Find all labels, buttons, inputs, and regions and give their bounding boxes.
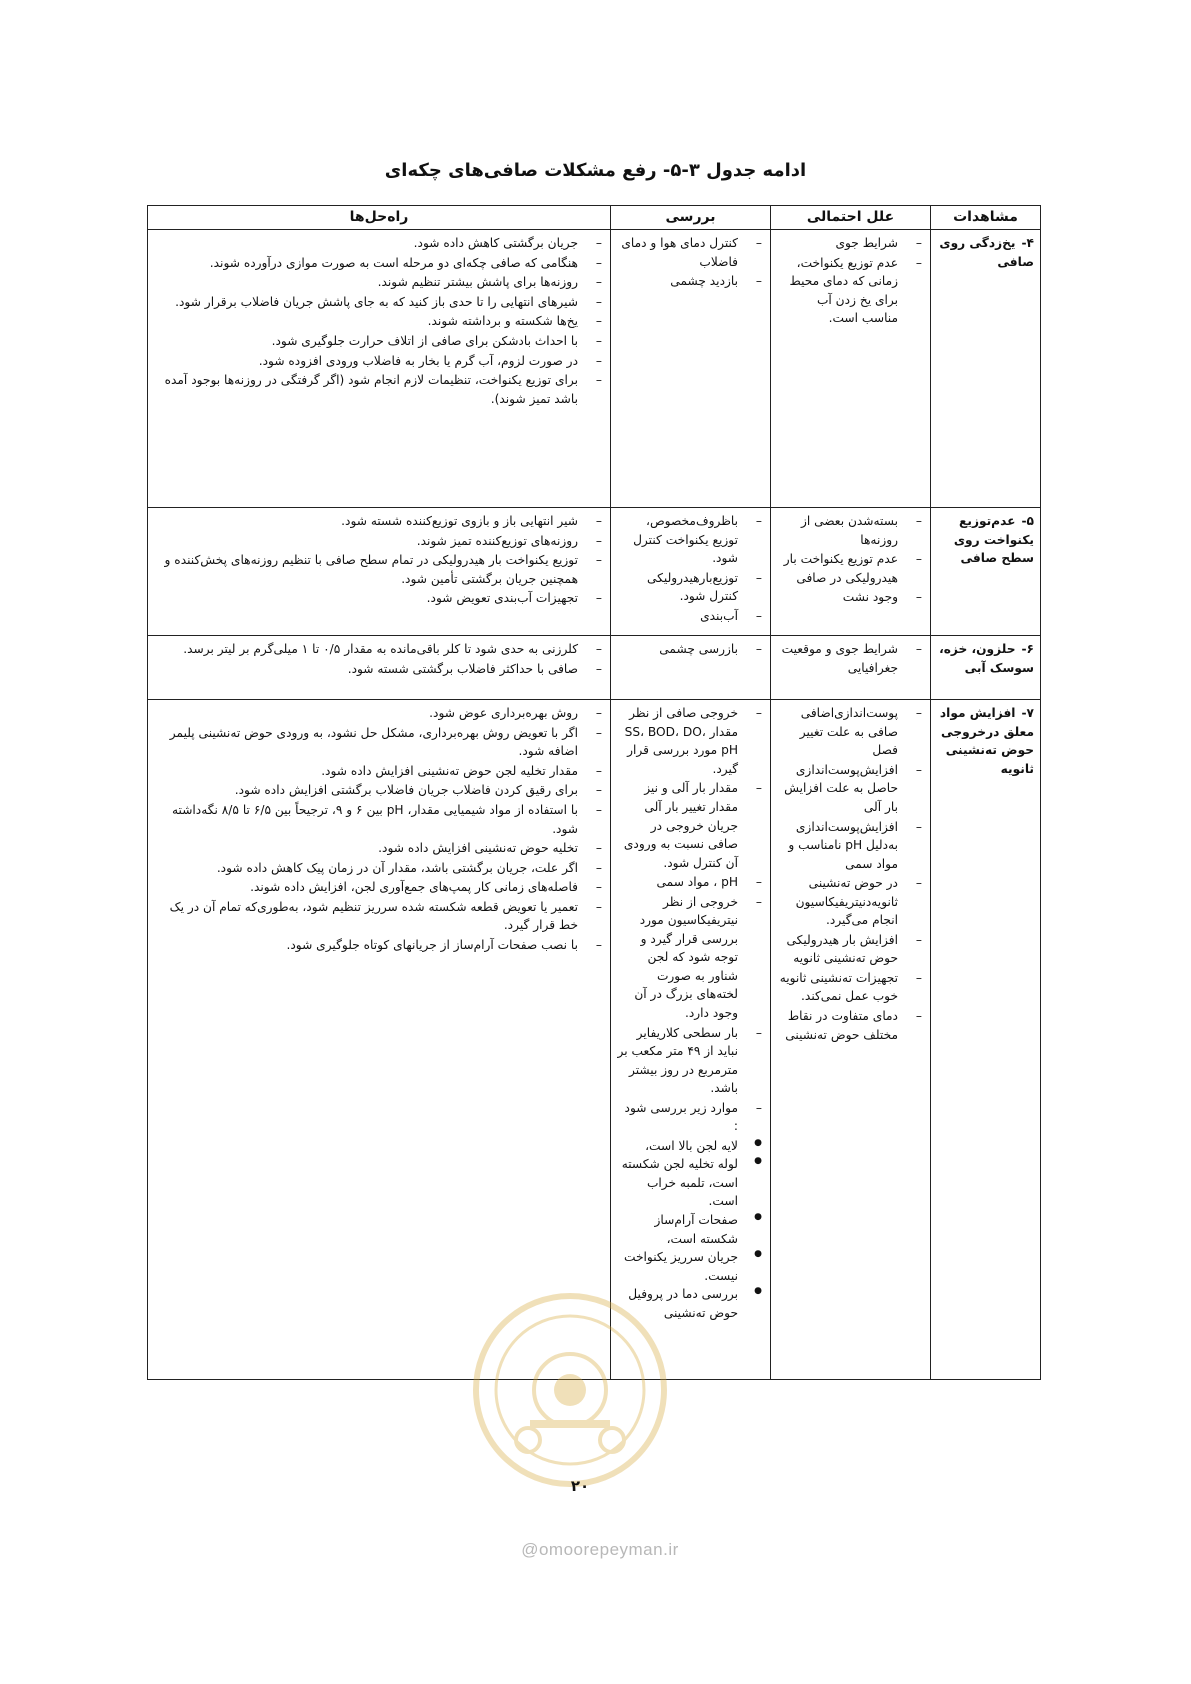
solution-item: – صافی با حداکثر فاضلاب برگشتی شسته شود.	[154, 660, 604, 679]
solution-item: – با نصب صفحات آرام‌ساز از جریانهای کوتاه جلوگیری شود.	[154, 936, 604, 955]
solutions-cell	[148, 230, 611, 508]
cause-item: – بسته‌شدن بعضی از روزنه‌ها	[777, 512, 924, 549]
row-number: ۵-	[1021, 514, 1034, 529]
causes-cell	[771, 700, 931, 1380]
header-solutions: راه‌حل‌ها	[148, 206, 611, 230]
solution-item: – اگر علت، جریان برگشتی باشد، مقدار آن در زمان پیک کاهش داده شود.	[154, 859, 604, 878]
solution-item: – روش بهره‌برداری عوض شود.	[154, 704, 604, 723]
table-row	[148, 230, 1041, 508]
check-bullet: ● بررسی دما در پروفیل حوض ته‌نشینی	[617, 1285, 764, 1322]
troubleshooting-table	[147, 205, 1041, 1380]
solution-item: – هنگامی که صافی چکه‌ای دو مرحله است به صورت موازی درآورده شوند.	[154, 254, 604, 273]
solution-item: – برای توزیع یکنواخت، تنظیمات لازم انجام شود (اگر گرفتگی در روزنه‌ها بوجود آمده باشد تمیز شوند).	[154, 371, 604, 408]
header-causes: علل احتمالی	[771, 206, 931, 230]
check-bullet: ● جریان سرریز یکنواخت نیست.	[617, 1248, 764, 1285]
check-item: – آب‌بندی	[617, 607, 764, 626]
solution-item: – تخلیه حوض ته‌نشینی افزایش داده شود.	[154, 839, 604, 858]
solutions-cell	[148, 508, 611, 636]
check-item: – بار سطحی کلاریفایر نباید از ۴۹ متر مکعب بر مترمربع در روز بیشتر باشد.	[617, 1024, 764, 1098]
solution-item: – جریان برگشتی کاهش داده شود.	[154, 234, 604, 253]
table-row	[148, 636, 1041, 700]
solution-item: – با استفاده از مواد شیمیایی مقدار، pH بین ۶ و ۹، ترجیحاً بین ۶/۵ تا ۸/۵ نگه‌داشته شود.	[154, 801, 604, 838]
observation-text: حلزون، خزه، سوسک آبی	[939, 642, 1034, 675]
solution-item: – با احداث بادشکن برای صافی از اتلاف حرارت جلوگیری شود.	[154, 332, 604, 351]
cause-item: – تجهیزات ته‌نشینی ثانویه خوب عمل نمی‌کند.	[777, 969, 924, 1006]
causes-cell	[771, 508, 931, 636]
checks-cell	[611, 700, 771, 1380]
solution-item: – تعمیر یا تعویض قطعه شکسته شده سرریز تنظیم شود، به‌طوری‌که تمام آن در یک خط قرار گیرد.	[154, 898, 604, 935]
check-item: – خروجی صافی از نظر مقدار SS، BOD، DO، pH مورد بررسی قرار گیرد.	[617, 704, 764, 778]
header-observations: مشاهدات	[931, 206, 1041, 230]
cause-item: – در حوض ته‌نشینی ثانویه‌دنیتریفیکاسیون انجام می‌گیرد.	[777, 874, 924, 930]
cause-item: – شرایط جوی و موقعیت جغرافیایی	[777, 640, 924, 677]
cause-item: – افزایش بار هیدرولیکی حوض ته‌نشینی ثانویه	[777, 931, 924, 968]
observation-cell	[931, 230, 1041, 508]
solution-item: – در صورت لزوم، آب گرم یا بخار به فاضلاب ورودی افزوده شود.	[154, 352, 604, 371]
row-number: ۴-	[1021, 236, 1034, 251]
row-number: ۶-	[1021, 642, 1034, 657]
cause-item: – افزایش‌پوست‌اندازی به‌دلیل pH نامناسب و مواد سمی	[777, 818, 924, 874]
watermark-text: @omoorepeyman.ir	[521, 1540, 679, 1559]
checks-cell	[611, 636, 771, 700]
solution-item: – کلرزنی به حدی شود تا کلر باقی‌مانده به مقدار ۰/۵ تا ۱ میلی‌گرم بر لیتر برسد.	[154, 640, 604, 659]
solution-item: – یخ‌ها شکسته و برداشته شوند.	[154, 312, 604, 331]
observation-cell	[931, 636, 1041, 700]
observation-cell	[931, 508, 1041, 636]
solution-item: – تجهیزات آب‌بندی تعویض شود.	[154, 589, 604, 608]
solution-item: – روزنه‌های توزیع‌کننده تمیز شوند.	[154, 532, 604, 551]
causes-cell	[771, 230, 931, 508]
page-number: ۲۰	[570, 1477, 590, 1495]
check-item: – خروجی از نظر نیتریفیکاسیون مورد بررسی قرار گیرد و توجه شود که لجن شناور به صورت لخته‌های بزرگ در آن وجود دارد.	[617, 893, 764, 1023]
cause-item: – شرایط جوی	[777, 234, 924, 253]
solution-item: – توزیع یکنواخت بار هیدرولیکی در تمام سطح صافی با تنظیم روزنه‌های پخش‌کننده و همچنین جریان برگشتی تأمین شود.	[154, 551, 604, 588]
table-title: ادامه جدول ۳-۵- رفع مشکلات صافی‌های چکه‌ای	[384, 160, 807, 181]
solutions-cell	[148, 700, 611, 1380]
check-item: – موارد زیر بررسی شود :	[617, 1099, 764, 1136]
solution-item: – برای رقیق کردن فاضلاب جریان فاضلاب برگشتی افزایش داده شود.	[154, 781, 604, 800]
checks-cell	[611, 230, 771, 508]
table-row	[148, 700, 1041, 1380]
cause-item: – عدم توزیع یکنواخت، زمانی که دمای محیط برای یخ زدن آب مناسب است.	[777, 254, 924, 328]
check-item: – بازرسی چشمی	[617, 640, 764, 659]
cause-item: – پوست‌اندازی‌اضافی صافی به علت تغییر فصل	[777, 704, 924, 760]
header-checks: بررسی	[611, 206, 771, 230]
check-bullet: ● صفحات آرام‌ساز شکسته است،	[617, 1211, 764, 1248]
check-item: – توزیع‌بارهیدرولیکی کنترل شود.	[617, 569, 764, 606]
check-bullet: ● لایه لجن بالا است،	[617, 1137, 764, 1156]
solution-item: – روزنه‌ها برای پاشش بیشتر تنظیم شوند.	[154, 273, 604, 292]
solution-item: – شیرهای انتهایی را تا حدی باز کنید که به جای پاشش جریان فاضلاب برقرار شود.	[154, 293, 604, 312]
observation-cell	[931, 700, 1041, 1380]
check-item: – بازدید چشمی	[617, 272, 764, 291]
solution-item: – شیر انتهایی باز و بازوی توزیع‌کننده شسته شود.	[154, 512, 604, 531]
solution-item: – اگر با تعویض روش بهره‌برداری، مشکل حل نشود، به ورودی حوض ته‌نشینی پلیمر اضافه شود.	[154, 724, 604, 761]
causes-cell	[771, 636, 931, 700]
solution-item: – مقدار تخلیه لجن حوض ته‌نشینی افزایش داده شود.	[154, 762, 604, 781]
cause-item: – دمای متفاوت در نقاط مختلف حوض ته‌نشینی	[777, 1007, 924, 1044]
observation-text: یخ‌زدگی روی صافی	[939, 236, 1034, 269]
observation-text: افزایش مواد معلق درخروجی حوض ته‌نشینی ثانویه	[939, 706, 1034, 776]
check-item: – کنترل دمای هوا و دمای فاضلاب	[617, 234, 764, 271]
cause-item: – وجود نشت	[777, 588, 924, 607]
seal-logo-icon	[470, 1290, 670, 1490]
check-item: – مقدار بار آلی و نیز مقدار تغییر بار آلی جریان خروجی در صافی نسبت به ورودی آن کنترل شود.	[617, 779, 764, 872]
cause-item: – عدم توزیع یکنواخت بار هیدرولیکی در صافی	[777, 550, 924, 587]
table-row	[148, 508, 1041, 636]
cause-item: – افزایش‌پوست‌اندازی حاصل به علت افزایش بار آلی	[777, 761, 924, 817]
table-header-row	[148, 206, 1041, 230]
solutions-cell	[148, 636, 611, 700]
row-number: ۷-	[1021, 706, 1034, 721]
observation-text: عدم‌توزیع یکنواخت روی سطح صافی	[953, 514, 1034, 566]
check-item: – pH ، مواد سمی	[617, 873, 764, 892]
checks-cell	[611, 508, 771, 636]
check-item: – باظروف‌مخصوص، توزیع یکنواخت کنترل شود.	[617, 512, 764, 568]
solution-item: – فاصله‌های زمانی کار پمپ‌های جمع‌آوری لجن، افزایش داده شوند.	[154, 878, 604, 897]
check-bullet: ● لوله تخلیه لجن شکسته است، تلمبه خراب است.	[617, 1155, 764, 1211]
